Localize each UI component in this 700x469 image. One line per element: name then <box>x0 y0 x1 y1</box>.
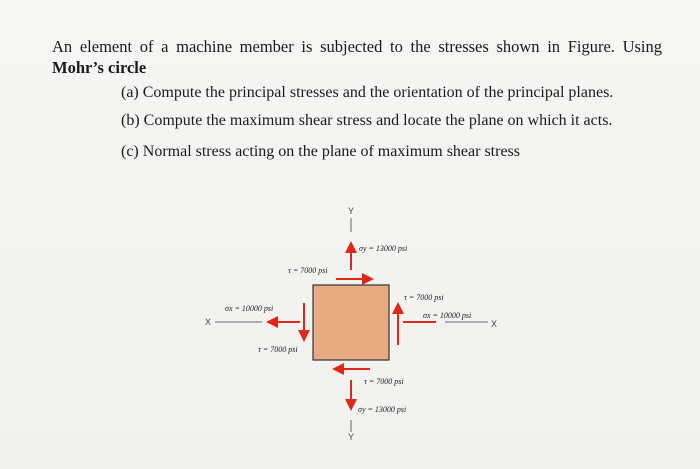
part-b: (b) Compute the maximum shear stress and locate the plane on which it acts. <box>121 112 613 129</box>
tau-top-label: τ = 7000 psi <box>288 266 328 275</box>
part-a: (a) Compute the principal stresses and the orientation of the principal planes. <box>121 84 614 101</box>
problem-bold: Mohr’s circle <box>52 58 147 77</box>
tau-bottom-label: τ = 7000 psi <box>364 377 404 386</box>
sigma-x-right-label: σx = 10000 psi <box>423 311 472 320</box>
y-axis-bottom-label: Y <box>348 432 355 442</box>
sigma-y-top-label: σy = 13000 psi <box>359 244 408 253</box>
problem-intro: An element of a machine member is subjected to the stresses shown in Figure. Using <box>52 37 662 56</box>
tau-right-label: τ = 7000 psi <box>404 293 444 302</box>
part-c: (c) Normal stress acting on the plane of maximum shear stress <box>121 143 520 160</box>
sigma-y-bottom-label: σy = 13000 psi <box>358 405 407 414</box>
stress-element-square <box>313 285 389 360</box>
x-axis-right-label: X <box>491 319 498 329</box>
tau-left-label: τ = 7000 psi <box>258 345 298 354</box>
x-axis-left-label: X <box>205 317 212 327</box>
sigma-x-left-label: σx = 10000 psi <box>225 304 274 313</box>
y-axis-top-label: Y <box>348 206 355 216</box>
